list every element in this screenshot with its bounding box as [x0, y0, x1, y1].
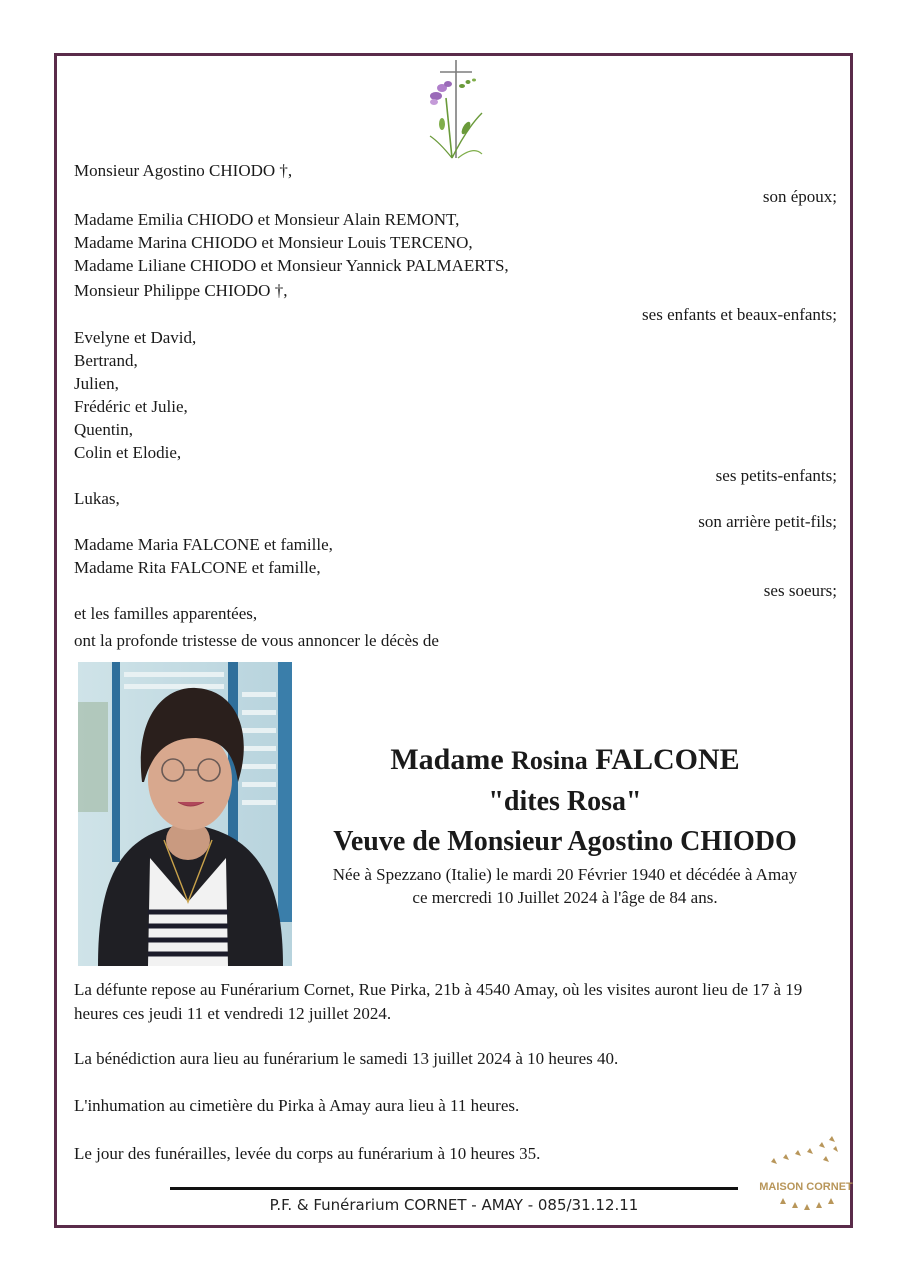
logo-text: MAISON CORNET: [759, 1181, 853, 1193]
funeral-day-paragraph: Le jour des funérailles, levée du corps au funérarium à 10 heures 35.: [74, 1144, 541, 1163]
portrait-photo: [78, 662, 292, 966]
great-grandchild-role: son arrière petit-fils;: [698, 512, 837, 531]
burial-paragraph: L'inhumation au cimetière du Pirka à Amay aura lieu à 11 heures.: [74, 1096, 520, 1115]
widow-of: Veuve de Monsieur Agostino CHIODO: [333, 826, 797, 857]
children-role: ses enfants et beaux-enfants;: [642, 305, 837, 324]
grandchild-line: Colin et Elodie,: [74, 443, 182, 462]
deceased-first-name: Rosina: [511, 746, 588, 775]
grandchildren-role: ses petits-enfants;: [715, 466, 837, 485]
birth-death-line: Née à Spezzano (Italie) le mardi 20 Février 1940 et décédée à Amay: [332, 865, 798, 884]
child-line: Madame Liliane CHIODO et Monsieur Yannick PALMAERTS,: [74, 256, 509, 275]
related-families: et les familles apparentées,: [74, 604, 258, 623]
grandchild-line: Julien,: [74, 374, 119, 393]
spouse-name: Monsieur Agostino CHIODO †,: [74, 161, 293, 180]
child-line: Madame Emilia CHIODO et Monsieur Alain REMONT,: [74, 210, 460, 229]
grandchild-line: Bertrand,: [74, 351, 138, 370]
grandchild-line: Frédéric et Julie,: [74, 397, 188, 416]
grandchild-line: Evelyne et David,: [74, 328, 197, 347]
age-line: ce mercredi 10 Juillet 2024 à l'âge de 84 ans.: [412, 888, 718, 907]
spouse-role: son époux;: [762, 187, 837, 206]
maison-cornet-logo: [759, 1132, 853, 1220]
great-grandchild-name: Lukas,: [74, 489, 120, 508]
deceased-last-name: FALCONE: [595, 743, 740, 776]
deceased-title: Madame: [390, 743, 504, 776]
deceased-name: [300, 742, 830, 779]
footer-contact: P.F. & Funérarium CORNET - AMAY - 085/31.12.11: [269, 1196, 639, 1214]
footer-divider: [170, 1187, 738, 1190]
child-line: Madame Marina CHIODO et Monsieur Louis TERCENO,: [74, 233, 473, 252]
announcement-line: ont la profonde tristesse de vous annoncer le décès de: [74, 631, 439, 650]
sister-line: Madame Rita FALCONE et famille,: [74, 558, 321, 577]
blessing-paragraph: La bénédiction aura lieu au funérarium le samedi 13 juillet 2024 à 10 heures 40.: [74, 1049, 619, 1068]
cross-flower-icon: [422, 58, 488, 164]
sister-line: Madame Maria FALCONE et famille,: [74, 535, 333, 554]
deceased-nickname: "dites Rosa": [488, 786, 642, 817]
visitation-paragraph: La défunte repose au Funérarium Cornet, Rue Pirka, 21b à 4540 Amay, où les visites auront lieu de 17 à 19 heures ces jeudi 11 et vendredi 12 juillet 2024.: [74, 980, 803, 1023]
child-line: Monsieur Philippe CHIODO †,: [74, 281, 288, 300]
sisters-role: ses soeurs;: [763, 581, 837, 600]
grandchild-line: Quentin,: [74, 420, 134, 439]
